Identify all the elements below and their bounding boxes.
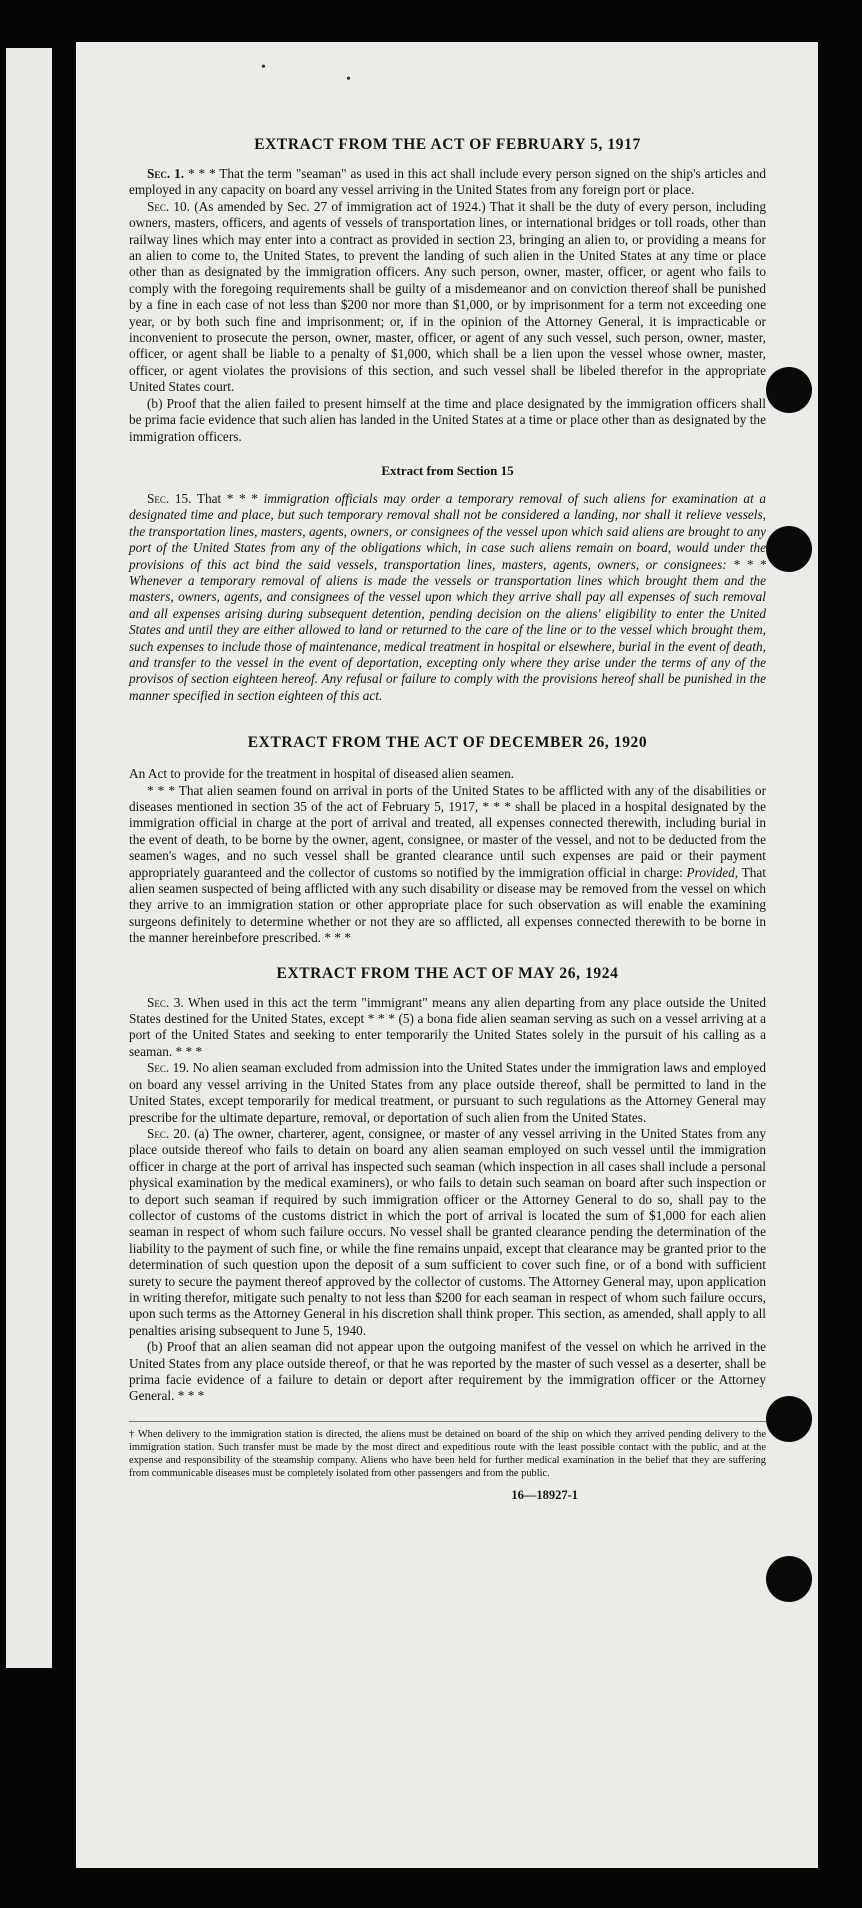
- section-number: Sec. 20.: [147, 1125, 191, 1141]
- section-text: When used in this act the term "immigrant" means any alien departing from any place outside the United States destined for the United States, except * * * (5) a bona fide alien seaman serving as such on a vessel arriving at a port of the United States and seeking to enter temporarily the United States solely in the pursuit of his calling as a seaman. * * *: [129, 994, 766, 1059]
- section-text: * * * That the term "seaman" as used in this act shall include every person signed on the ship's articles and employed in any capacity on board any vessel arriving in the United States from any foreign port or place.: [129, 166, 766, 198]
- section-10-b: (b) Proof that the alien failed to present himself at the time and place designated by the immigration officers shall be prima facie evidence that such alien has landed in the United States at a time or place other than as designated by the immigration officers.: [129, 395, 766, 444]
- act-1920-title: An Act to provide for the treatment in hospital of diseased alien seamen.: [129, 766, 515, 782]
- document-page: [76, 42, 818, 1868]
- footnote: [129, 1421, 766, 1480]
- subheading-section-15: Extract from Section 15: [381, 462, 514, 478]
- section-20-b: (b) Proof that an alien seaman did not appear upon the outgoing manifest of the vessel on which he arrived in the United States from any place outside thereof, or that he was reported by the master of such vessel as a deserter, shall be prima facie evidence of a failure to detain or deport after requirement by the immigration officer or the Attorney General. * * *: [129, 1339, 766, 1404]
- section-number: Sec. 10.: [147, 198, 191, 214]
- section-number: Sec. 15.: [147, 490, 192, 506]
- act-text: * * * That alien seamen found on arrival in ports of the United States to be afflicted with any of the disabilities or diseases mentioned in section 35 of the act of February 5, 1917, * * * shall be placed in a hospital designated by the immigration official in charge at the port of arrival and treated, all expenses connected therewith, including burial in the event of death, to be borne by the owner, agent, consignee, or master of the vessel, and not to be deducted from the seamen's wages, and no such vessel shall be granted clearance until such expenses are paid or their payment appropriately guaranteed and the collector of customs so notified by the immigration official in charge:: [129, 782, 766, 880]
- section-text: (a) The owner, charterer, agent, consignee, or master of any vessel arriving in the United States from any place outside thereof who fails to detain on board any alien seaman employed on such vessel until the immigration officer in charge at the port of arrival has inspected such seaman (which inspection in all cases shall include a personal physical examination by the medical examiners), or who fails to detain such seaman on board after such inspection or to deport such seaman if required by such immigration officer or the Attorney General to do so, shall pay to the collector of customs of the customs district in which the port of arrival is located the sum of $1,000 for each alien seaman in respect of whom such failure occurs. No vessel shall be granted clearance pending the determination of the liability to the payment of such fine, or while the fine remains unpaid, except that clearance may be granted prior to the determination of such question upon the deposit of a sum sufficient to cover such fine, or of a bond with sufficient surety to secure the payment thereof approved by the collector of customs. The Attorney General may, upon application in writing therefor, mitigate such penalty to not less than $200 for each seaman in respect of whom such failure occurs, upon such terms as the Attorney General in his discretion shall think proper. This section, as amended, shall apply to all penalties arising subsequent to June 5, 1940.: [129, 1125, 767, 1338]
- footnote-text: † When delivery to the immigration station is directed, the aliens must be detained on board of the ship on which they arrived pending delivery to the immigration station. Such transfer must be made by the most direct and expeditious route with the least possible contact with the public, and at the expense and responsibility of the steamship company. Aliens who have been held for further medical examination in the belief that they are suffering from communicable diseases must be completely isolated from other passengers and from the public.: [129, 1428, 766, 1479]
- proviso-word: Provided,: [686, 864, 739, 880]
- punch-hole: [766, 367, 812, 413]
- act-text-continued: That alien seamen suspected of being afflicted with any such disability or disease may be removed from the vessel on which they arrive to an immigration station or other appropriate place for such observation as will enable the examining surgeons definitely to determine whether or not they are so afflicted, all expenses connected therewith to be borne in the manner hereinbefore prescribed. * * *: [129, 864, 766, 946]
- section-1: [129, 166, 766, 199]
- punch-hole: [766, 1556, 812, 1602]
- act-1920-body: [129, 783, 766, 947]
- heading-act-1920: EXTRACT FROM THE ACT OF DECEMBER 26, 1920: [247, 734, 648, 752]
- adjacent-page-strip: [6, 48, 52, 1668]
- form-code: 16—18927-1: [511, 1487, 578, 1502]
- scan-speck: •: [346, 72, 351, 87]
- punch-hole: [766, 526, 812, 572]
- section-10: [129, 199, 766, 396]
- section-lead: That * * *: [196, 490, 258, 506]
- section-text: immigration officials may order a temporary removal of such aliens for examination at a designated time and place, but such temporary removal shall not be considered a landing, nor shall it relieve vessels, the transportation lines, masters, agents, owners, or consignees of the vessel upon which said aliens are brought to any port of the United States from any of the obligations which, in case such aliens remain on board, would under the provisions of this act bind the said vessels, transportation lines, masters, agents, owners, or consignees: * * * Whenever a temporary removal of aliens is made the vessels or transportation lines which brought them and the masters, owners, agents, and consignees of the vessel upon which they arrive shall pay all expenses of such removal and all expenses arising during subsequent detention, pending decision on the aliens' eligibility to enter the United States and until they are either allowed to land or returned to the care of the line or to the vessel which brought them, such expenses to include those of maintenance, medical treatment in hospital or elsewhere, burial in the event of death, and transfer to the vessel in the event of deportation, excepting only where they arise under the terms of any of the provisos of section eighteen hereof. Any refusal or failure to comply with the provisions hereof shall be punished in the manner specified in section eighteen of this act.: [129, 490, 767, 703]
- punch-hole: [766, 1396, 812, 1442]
- section-number: Sec. 1.: [147, 166, 185, 181]
- heading-act-1924: EXTRACT FROM THE ACT OF MAY 26, 1924: [276, 964, 619, 982]
- section-15: [129, 491, 766, 704]
- section-number: Sec. 3.: [147, 994, 184, 1010]
- section-number: Sec. 19.: [147, 1060, 190, 1076]
- section-text: (As amended by Sec. 27 of immigration act of 1924.) That it shall be the duty of every person, including owners, masters, officers, and agents of vessels of transportation lines, or international bridges or toll roads, other than railway lines which may enter into a contract as provided in section 23, bringing an alien to, or providing a means for an alien to come to, the United States, to prevent the landing of such alien in the United States at any time or place other than as designated by the immigration officers. Any such person, owner, master, officer, or agent who fails to comply with the foregoing requirements shall be guilty of a misdemeanor and on conviction thereof shall be punished by a fine in each case of not less than $200 nor more than $1,000, or by imprisonment for a term not exceeding one year, or by both such fine and imprisonment; or, if in the opinion of the Attorney General, it is impracticable or inconvenient to prosecute the person, owner, master, officer, or agent of any such vessel, such person, owner, master, officer, or agent shall be liable to a penalty of $1,000, which shall be a lien upon the vessel whose owner, master, officer, or agent violates the provisions of this section, and such vessel shall be libeled therefor in the appropriate United States court.: [129, 198, 766, 395]
- section-19: [129, 1060, 766, 1126]
- heading-act-1917: EXTRACT FROM THE ACT OF FEBRUARY 5, 1917: [254, 136, 641, 153]
- section-text: No alien seaman excluded from admission into the United States under the immigration laws and employed on board any vessel arriving in the United States from any place outside thereof, shall be permitted to land in the United States, except temporarily for medical treatment, or pursuant to such regulations as the Attorney General may prescribe for the ultimate departure, removal, or deportation of such alien from the United States.: [129, 1060, 766, 1125]
- section-3: [129, 995, 766, 1061]
- section-20: [129, 1126, 766, 1339]
- scan-speck: •: [261, 60, 266, 75]
